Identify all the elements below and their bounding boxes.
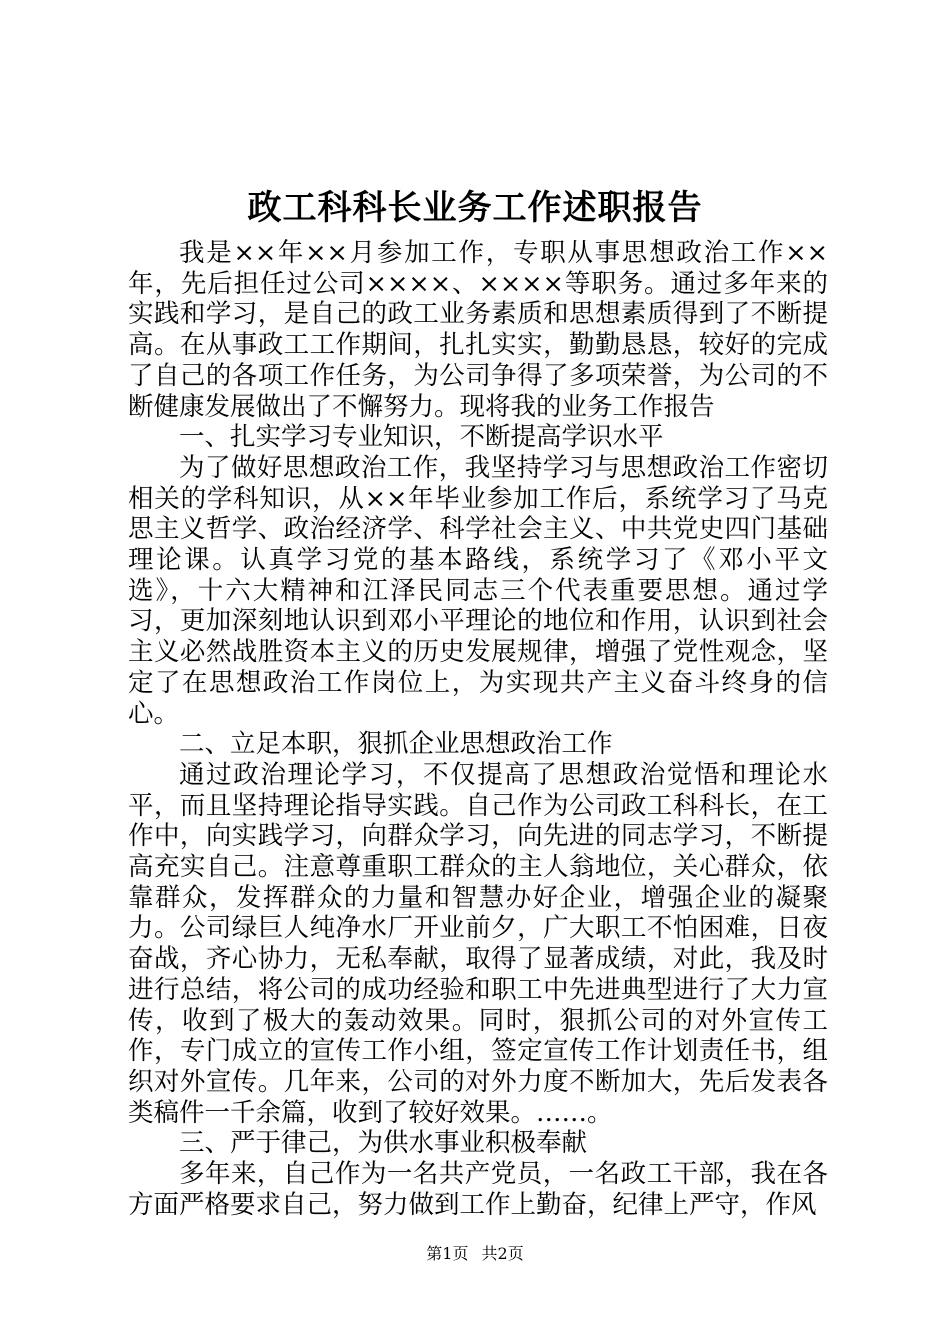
- intro-paragraph: 我是××年××月参加工作，专职从事思想政治工作××年，先后担任过公司××××、××××等职务。通过多年来的实践和学习，是自己的政工业务素质和思想素质得到了不断提高。在从事政工工作期间，扎扎实实，勤勤恳恳，较好的完成了自己的各项工作任务，为公司争得了多项荣誉，为公司的不断健康发展做出了不懈努力。现将我的业务工作报告: [128, 238, 828, 422]
- document-body: [128, 238, 828, 1221]
- document-title: 政工科科长业务工作述职报告: [247, 188, 703, 228]
- page-total: 共2页: [481, 1244, 524, 1263]
- section-heading-1: 一、扎实学习专业知识，不断提高学识水平: [179, 422, 664, 453]
- page-number: 第1页: [426, 1244, 469, 1263]
- section-3-paragraph: 多年来，自己作为一名共产党员，一名政工干部，我在各方面严格要求自己，努力做到工作上勤奋，纪律上严守，作风: [128, 1159, 828, 1220]
- section-1-paragraph: 为了做好思想政治工作，我坚持学习与思想政治工作密切相关的学科知识，从××年毕业参加工作后，系统学习了马克思主义哲学、政治经济学、科学社会主义、中共党史四门基础理论课。认真学习党的基本路线，系统学习了《邓小平文选》，十六大精神和江泽民同志三个代表重要思想。通过学习，更加深刻地认识到邓小平理论的地位和作用，认识到社会主义必然战胜资本主义的历史发展规律，增强了党性观念，坚定了在思想政治工作岗位上，为实现共产主义奋斗终身的信心。: [128, 452, 828, 729]
- page-footer: [0, 1242, 950, 1266]
- section-heading-2: 二、立足本职，狠抓企业思想政治工作: [179, 729, 613, 760]
- section-heading-3: 三、严于律己，为供水事业积极奉献: [179, 1128, 588, 1159]
- section-2-paragraph: 通过政治理论学习，不仅提高了思想政治觉悟和理论水平，而且坚持理论指导实践。自己作为公司政工科科长，在工作中，向实践学习，向群众学习，向先进的同志学习，不断提高充实自己。注意尊重职工群众的主人翁地位，关心群众，依靠群众，发挥群众的力量和智慧办好企业，增强企业的凝聚力。公司绿巨人纯净水厂开业前夕，广大职工不怕困难，日夜奋战，齐心协力，无私奉献，取得了显著成绩，对此，我及时进行总结，将公司的成功经验和职工中先进典型进行了大力宣传，收到了极大的轰动效果。同时，狠抓公司的对外宣传工作，专门成立的宣传工作小组，签定宣传工作计划责任书，组织对外宣传。几年来，公司的对外力度不断加大，先后发表各类稿件一千余篇，收到了较好效果。……。: [128, 759, 828, 1128]
